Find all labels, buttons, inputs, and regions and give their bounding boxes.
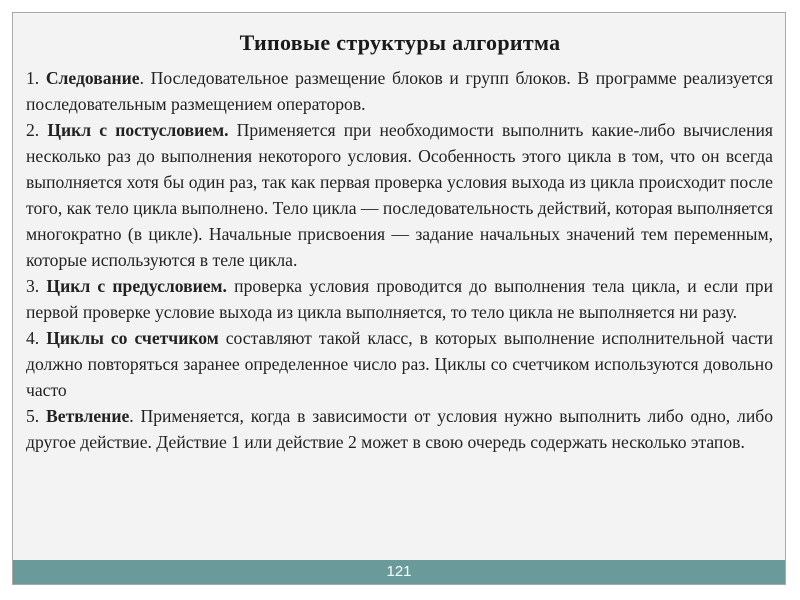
item-number: 5. (26, 406, 47, 426)
page-number: 121 (386, 563, 412, 580)
slide-content (26, 65, 773, 455)
slide-title: Типовые структуры алгоритма (239, 30, 561, 55)
item-text: Применяется при необходимости выполнить какие-либо вычисления несколько раз до выполнения некоторого условия. Особенность этого цикла в том, что он всегда выполняется хотя бы один раз, так как первая проверка условия выхода из цикла происходит после того, как тело цикла выполнено. Тело цикла — последовательность действий, которая выполняется многократно (в цикле). Начальные присвоения — задание начальных значений тем переменным, которые используются в теле цикла. (26, 120, 774, 270)
item-number: 2. (26, 120, 48, 140)
item-text: . Последовательное размещение блоков и групп блоков. В программе реализуется последовательным размещением операторов. (26, 68, 773, 114)
list-item-following (26, 65, 773, 117)
list-item-branching (26, 403, 773, 455)
item-text: . Применяется, когда в зависимости от условия нужно выполнить либо одно, либо другое действие. Действие 1 или действие 2 может в свою очередь содержать несколько этапов. (26, 406, 773, 452)
item-text: проверка условия проводится до выполнения тела цикла, и если при первой проверке условие выхода из цикла выполняется, то тело цикла не выполняется ни разу. (26, 276, 773, 322)
item-number: 3. (26, 276, 47, 296)
item-term: Циклы со счетчиком (46, 328, 219, 348)
slide-frame (12, 12, 786, 585)
item-number: 4. (26, 328, 47, 348)
item-term: Следование (45, 68, 140, 88)
list-item-counter-loop (26, 325, 773, 403)
item-term: Ветвление (46, 406, 130, 426)
item-term: Цикл с предусловием. (46, 276, 227, 296)
list-item-postcondition-loop (26, 117, 773, 273)
list-item-precondition-loop (26, 273, 773, 325)
item-number: 1. (26, 68, 46, 88)
item-text: составляют такой класс, в которых выполнение исполнительной части должно повторяться заранее определенное число раз. Циклы со счетчиком используются довольно часто (26, 328, 774, 400)
page-number-bar (13, 560, 785, 584)
item-term: Цикл с постусловием. (47, 120, 229, 140)
